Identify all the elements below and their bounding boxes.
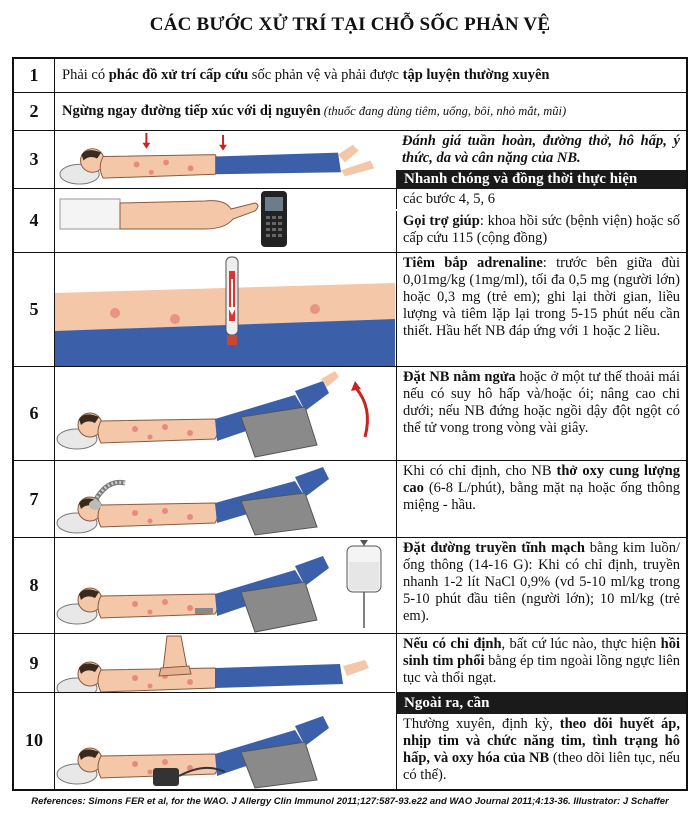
step-number: 6 <box>14 367 55 460</box>
step-text: Thường xuyên, định kỳ, theo dõi huyết áp, nhịp tim và chức năng tim, tình trạng hô hấp, và oxy hóa của NB (theo dõi liên tục, nếu có thể). <box>396 714 686 789</box>
simultaneous-banner: Nhanh chóng và đồng thời thực hiện <box>396 170 686 189</box>
step-number: 8 <box>14 538 55 633</box>
step-number: 2 <box>14 93 55 130</box>
step-number: 9 <box>14 634 55 692</box>
call-for-help-illustration <box>55 189 395 252</box>
step-row-2 <box>14 93 686 131</box>
step-row-10 <box>14 692 686 789</box>
sleeve-icon <box>60 199 120 229</box>
step-row-1 <box>14 59 686 93</box>
cpr-illustration <box>55 634 395 692</box>
adrenaline-injection-illustration <box>55 253 395 366</box>
additional-banner: Ngoài ra, cần <box>396 692 686 714</box>
steps-table <box>12 57 688 791</box>
step-number: 5 <box>14 253 55 366</box>
step-text: Phải có phác đồ xử trí cấp cứu sốc phản vệ và phải được tập luyện thường xuyên <box>62 67 550 83</box>
lying-patient-icon <box>55 131 395 188</box>
lying-position-illustration <box>55 367 395 460</box>
autoinjector-icon <box>226 257 238 345</box>
monitoring-illustration <box>55 692 395 789</box>
step-number: 1 <box>14 59 55 92</box>
hands-compression-icon <box>159 636 191 676</box>
banner-subtext: các bước 4, 5, 6 <box>396 189 686 209</box>
step-text: Khi có chỉ định, cho NB thở oxy cung lượng cao (6-8 L/phút), bằng mặt nạ hoặc ống thông miệng - hầu. <box>396 461 686 537</box>
patient-assessment-illustration <box>55 131 395 188</box>
step-text: Đánh giá tuần hoàn, đường thở, hô hấp, ý thức, da và cân nặng của NB. <box>402 133 680 166</box>
step-row-7 <box>14 461 686 538</box>
step-text: Đặt đường truyền tĩnh mạch bằng kim luồn/ống thông (14-16 G): Khi có chỉ định, truyền nhanh 1-2 lít NaCl 0,9% (vd 5-10 ml/kg trong 5-10 phút đầu tiên (người lớn); 10 ml/kg (trẻ em). <box>396 538 686 633</box>
step-number: 7 <box>14 461 55 537</box>
step-text: Ngừng ngay đường tiếp xúc với dị nguyên (thuốc đang dùng tiêm, uống, bôi, nhỏ mắt, mũi) <box>62 103 567 119</box>
step-text: Gọi trợ giúp: khoa hồi sức (bệnh viện) hoặc số cấp cứu 115 (cộng đồng) <box>396 211 686 253</box>
step-row-4 <box>14 189 686 253</box>
step-row-6 <box>14 367 686 461</box>
iv-cannula-icon <box>195 608 213 614</box>
step-row-5 <box>14 253 686 367</box>
step-number: 3 <box>14 131 55 188</box>
references: References: Simons FER et al, for the WAO. J Allergy Clin Immunol 2011;127:587-93.e22 and WAO Journal 2011;4:13-36. Illustrator: J Schaffer <box>31 796 669 807</box>
step-row-9 <box>14 634 686 692</box>
hand-icon <box>120 201 258 229</box>
step-number: 4 <box>14 189 55 252</box>
step-row-8 <box>14 538 686 634</box>
page-title: CÁC BƯỚC XỬ TRÍ TẠI CHỖ SỐC PHẢN VỆ <box>149 14 551 35</box>
step-text: Tiêm bắp adrenaline: trước bên giữa đùi 0,01mg/kg (1mg/ml), tối đa 0,5 mg (người lớn) hoặc 0,3 mg (trẻ em); ghi lại thời gian, liều lượng và tiêm lặp lại trong 5-15 phút nếu cần thiết. Hầu hết NB đáp ứng với 1 hoặc 2 liều. <box>396 253 686 366</box>
raise-arrow-icon <box>355 387 367 437</box>
step-text: Nếu có chỉ định, bất cứ lúc nào, thực hiện hồi sinh tim phổi bằng ép tim ngoài lồng ngực liên tục và thổi ngạt. <box>396 634 686 692</box>
step-text: Đặt NB nằm ngửa hoặc ở một tư thế thoải mái nếu có suy hô hấp và/hoặc ói; nâng cao chi dưới; nếu NB đứng hoặc ngồi dậy đột ngột có thể tử vong trong vòng vài giây. <box>396 367 686 460</box>
phone-icon <box>261 191 287 247</box>
step-number: 10 <box>14 692 55 789</box>
oxygen-illustration <box>55 461 395 537</box>
iv-line-illustration <box>55 538 395 633</box>
iv-bag-icon <box>347 540 381 628</box>
